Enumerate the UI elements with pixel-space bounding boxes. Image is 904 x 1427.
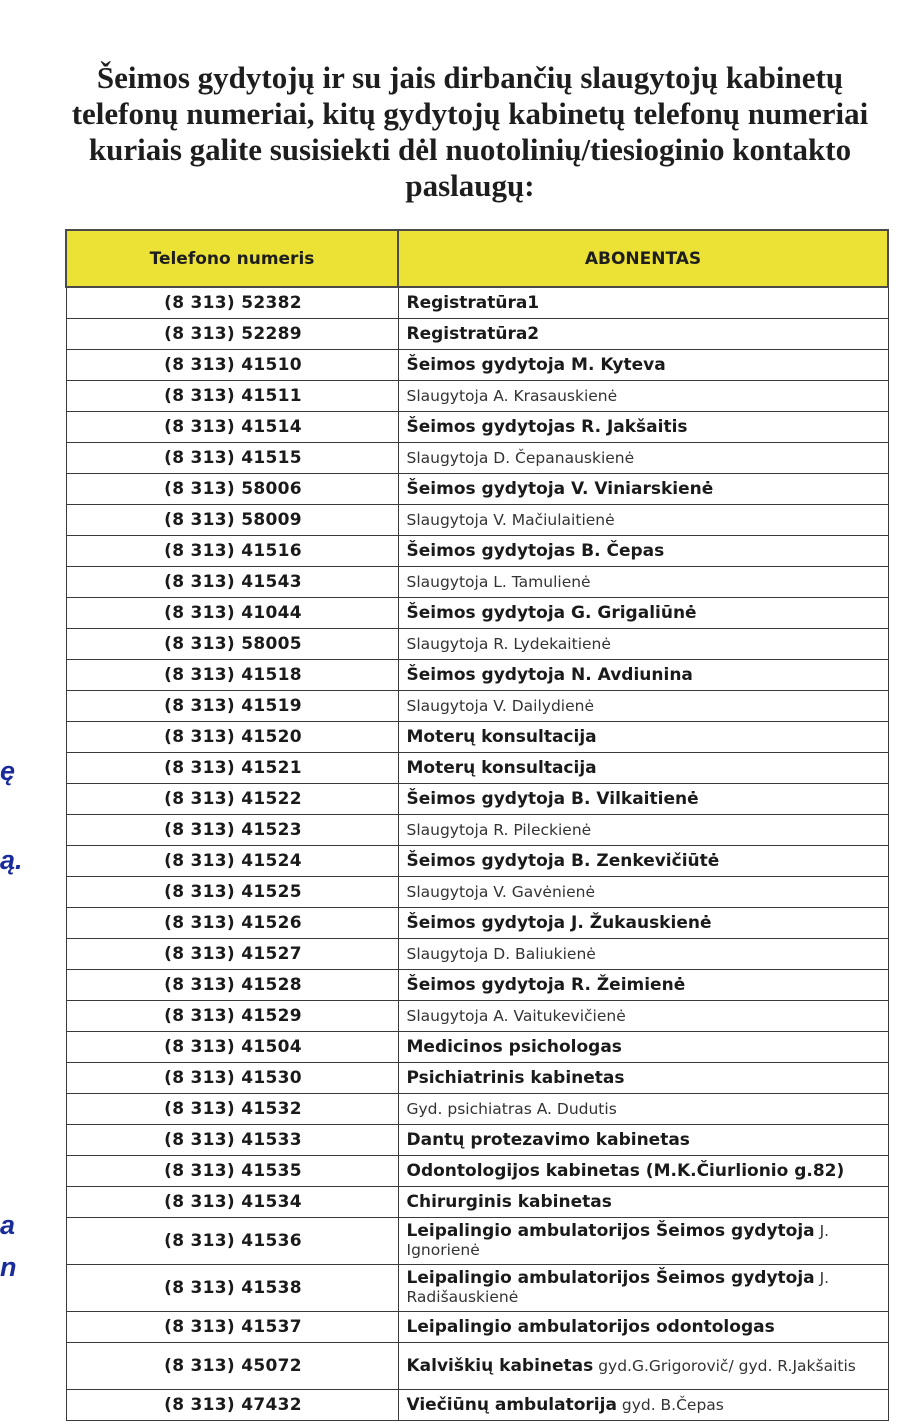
subscriber-name: Gyd. psichiatras A. Dudutis: [406, 1100, 617, 1118]
subscriber-cell: [398, 939, 888, 970]
subscriber-name: Slaugytoja A. Vaitukevičienė: [406, 1007, 626, 1025]
table-row: [66, 1312, 888, 1343]
table-row: [66, 1094, 888, 1125]
table-header-row: [66, 230, 888, 287]
phone-number: (8 313) 41519: [66, 691, 398, 722]
subscriber-cell: [398, 1218, 888, 1265]
subscriber-name: Slaugytoja D. Baliukienė: [406, 945, 596, 963]
table-row: [66, 908, 888, 939]
subscriber-cell: [398, 1125, 888, 1156]
subscriber-cell: [398, 970, 888, 1001]
table-row: [66, 1218, 888, 1265]
table-row: [66, 1125, 888, 1156]
table-row: [66, 1343, 888, 1390]
phone-number: (8 313) 41533: [66, 1125, 398, 1156]
table-row: [66, 660, 888, 691]
table-row: [66, 1265, 888, 1312]
subscriber-name: Šeimos gydytojas R. Jakšaitis: [406, 417, 688, 437]
table-row: [66, 412, 888, 443]
subscriber-cell: [398, 598, 888, 629]
subscriber-cell: [398, 1343, 888, 1390]
subscriber-name: Šeimos gydytoja G. Grigaliūnė: [406, 603, 697, 623]
phone-number: (8 313) 58009: [66, 505, 398, 536]
phone-number: (8 313) 41543: [66, 567, 398, 598]
subscriber-name: Leipalingio ambulatorijos Šeimos gydytoja: [406, 1221, 815, 1241]
subscriber-cell: [398, 381, 888, 412]
table-row: [66, 1063, 888, 1094]
subscriber-name: Šeimos gydytoja B. Vilkaitienė: [406, 789, 699, 809]
subscriber-cell: [398, 1187, 888, 1218]
table-row: [66, 970, 888, 1001]
phone-number: (8 313) 41504: [66, 1032, 398, 1063]
subscriber-name: Viečiūnų ambulatorija: [406, 1395, 617, 1415]
header-subscriber: ABONENTAS: [398, 230, 888, 287]
phone-number: (8 313) 41523: [66, 815, 398, 846]
phone-number: (8 313) 41516: [66, 536, 398, 567]
phone-number: (8 313) 41522: [66, 784, 398, 815]
subscriber-cell: [398, 1001, 888, 1032]
table-row: [66, 536, 888, 567]
subscriber-name: Slaugytoja V. Mačiulaitienė: [406, 511, 615, 529]
subscriber-name: Šeimos gydytoja J. Žukauskienė: [406, 913, 712, 933]
subscriber-cell: [398, 287, 888, 319]
phone-number: (8 313) 41515: [66, 443, 398, 474]
subscriber-cell: [398, 1032, 888, 1063]
phone-number: (8 313) 47432: [66, 1390, 398, 1421]
phone-number: (8 313) 41525: [66, 877, 398, 908]
subscriber-name: Moterų konsultacija: [406, 727, 597, 747]
phone-directory-table: [65, 229, 889, 1421]
phone-number: (8 313) 52382: [66, 287, 398, 319]
table-row: [66, 474, 888, 505]
subscriber-detail: J. Ignorienė: [406, 1222, 830, 1259]
phone-number: (8 313) 41518: [66, 660, 398, 691]
subscriber-name: Šeimos gydytoja M. Kyteva: [406, 355, 666, 375]
subscriber-name: Moterų konsultacija: [406, 758, 597, 778]
phone-number: (8 313) 41532: [66, 1094, 398, 1125]
table-row: [66, 1390, 888, 1421]
subscriber-name: Slaugytoja R. Pileckienė: [406, 821, 592, 839]
table-row: [66, 598, 888, 629]
subscriber-name: Slaugytoja V. Gavėnienė: [406, 883, 595, 901]
subscriber-name: Šeimos gydytoja B. Zenkevičiūtė: [406, 851, 720, 871]
phone-number: (8 313) 41530: [66, 1063, 398, 1094]
table-row: [66, 443, 888, 474]
subscriber-cell: [398, 1063, 888, 1094]
side-text-fragment: ą.: [0, 845, 23, 875]
subscriber-cell: [398, 443, 888, 474]
subscriber-cell: [398, 1390, 888, 1421]
subscriber-cell: [398, 505, 888, 536]
subscriber-name: Šeimos gydytoja N. Avdiunina: [406, 665, 693, 685]
table-row: [66, 753, 888, 784]
subscriber-name: Dantų protezavimo kabinetas: [406, 1130, 690, 1150]
subscriber-name: Registratūra1: [406, 293, 540, 313]
subscriber-cell: [398, 412, 888, 443]
subscriber-name: Šeimos gydytojas B. Čepas: [406, 541, 665, 561]
page-title: [40, 60, 900, 204]
subscriber-name: Kalviškių kabinetas: [406, 1355, 594, 1376]
subscriber-name: Leipalingio ambulatorijos odontologas: [406, 1317, 775, 1337]
subscriber-name: Psichiatrinis kabinetas: [406, 1068, 625, 1088]
subscriber-name: Slaugytoja L. Tamulienė: [406, 573, 591, 591]
table-row: [66, 1032, 888, 1063]
table-row: [66, 350, 888, 381]
phone-number: (8 313) 41514: [66, 412, 398, 443]
table-row: [66, 784, 888, 815]
subscriber-cell: [398, 753, 888, 784]
subscriber-cell: [398, 1094, 888, 1125]
phone-number: (8 313) 41524: [66, 846, 398, 877]
subscriber-cell: [398, 722, 888, 753]
subscriber-name: Chirurginis kabinetas: [406, 1192, 612, 1212]
subscriber-name: Slaugytoja D. Čepanauskienė: [406, 449, 635, 467]
phone-number: (8 313) 41538: [66, 1265, 398, 1312]
title-line: Šeimos gydytojų ir su jais dirbančių slaugytojų kabinetų: [96, 60, 844, 95]
subscriber-name: Registratūra2: [406, 324, 540, 344]
subscriber-name: Slaugytoja V. Dailydienė: [406, 697, 594, 715]
table-row: [66, 846, 888, 877]
subscriber-cell: [398, 567, 888, 598]
table-row: [66, 722, 888, 753]
header-phone: Telefono numeris: [66, 230, 398, 287]
table-row: [66, 629, 888, 660]
subscriber-cell: [398, 1265, 888, 1312]
table-row: [66, 691, 888, 722]
subscriber-cell: [398, 319, 888, 350]
phone-number: (8 313) 45072: [66, 1343, 398, 1390]
subscriber-name: Medicinos psichologas: [406, 1037, 622, 1057]
phone-number: (8 313) 58006: [66, 474, 398, 505]
phone-number: (8 313) 41527: [66, 939, 398, 970]
subscriber-cell: [398, 629, 888, 660]
title-line: kuriais galite susisiekti dėl nuotolinių/tiesioginio kontakto: [88, 132, 852, 167]
phone-number: (8 313) 41529: [66, 1001, 398, 1032]
table-row: [66, 1187, 888, 1218]
subscriber-cell: [398, 1312, 888, 1343]
subscriber-cell: [398, 350, 888, 381]
subscriber-cell: [398, 536, 888, 567]
table-row: [66, 1001, 888, 1032]
subscriber-cell: [398, 474, 888, 505]
table-body: [66, 287, 888, 1421]
subscriber-cell: [398, 846, 888, 877]
phone-number: (8 313) 41510: [66, 350, 398, 381]
subscriber-cell: [398, 908, 888, 939]
subscriber-cell: [398, 660, 888, 691]
table-row: [66, 815, 888, 846]
phone-number: (8 313) 41520: [66, 722, 398, 753]
subscriber-name: Slaugytoja A. Krasauskienė: [406, 387, 618, 405]
table-row: [66, 287, 888, 319]
phone-number: (8 313) 41526: [66, 908, 398, 939]
subscriber-name: Šeimos gydytoja R. Žeimienė: [406, 975, 686, 995]
subscriber-name: Slaugytoja R. Lydekaitienė: [406, 635, 611, 653]
phone-number: (8 313) 41534: [66, 1187, 398, 1218]
phone-number: (8 313) 41044: [66, 598, 398, 629]
subscriber-name: Šeimos gydytoja V. Viniarskienė: [406, 479, 714, 499]
title-line: telefonų numeriai, kitų gydytojų kabinetų telefonų numeriai: [71, 96, 869, 131]
table-row: [66, 939, 888, 970]
title-line: paslaugų:: [405, 168, 535, 203]
subscriber-cell: [398, 1156, 888, 1187]
subscriber-detail: gyd.G.Grigorovič/ gyd. R.Jakšaitis: [593, 1356, 856, 1375]
table-row: [66, 1156, 888, 1187]
phone-number: (8 313) 41521: [66, 753, 398, 784]
phone-number: (8 313) 41537: [66, 1312, 398, 1343]
phone-number: (8 313) 41528: [66, 970, 398, 1001]
subscriber-cell: [398, 815, 888, 846]
phone-number: (8 313) 41536: [66, 1218, 398, 1265]
subscriber-name: Leipalingio ambulatorijos Šeimos gydytoja: [406, 1268, 815, 1288]
subscriber-cell: [398, 784, 888, 815]
side-text-fragment: n: [0, 1252, 17, 1282]
side-text-fragment: ę: [0, 756, 16, 786]
phone-number: (8 313) 41535: [66, 1156, 398, 1187]
table-row: [66, 505, 888, 536]
subscriber-cell: [398, 691, 888, 722]
subscriber-detail: gyd. B.Čepas: [616, 1396, 724, 1414]
phone-number: (8 313) 52289: [66, 319, 398, 350]
phone-number: (8 313) 41511: [66, 381, 398, 412]
subscriber-detail: J. Radišauskienė: [406, 1269, 830, 1306]
phone-number: (8 313) 58005: [66, 629, 398, 660]
side-text-fragment: a: [0, 1210, 16, 1240]
subscriber-cell: [398, 877, 888, 908]
table-row: [66, 877, 888, 908]
table-row: [66, 319, 888, 350]
table-row: [66, 567, 888, 598]
table-row: [66, 381, 888, 412]
subscriber-name: Odontologijos kabinetas (M.K.Čiurlionio g.82): [406, 1161, 845, 1181]
